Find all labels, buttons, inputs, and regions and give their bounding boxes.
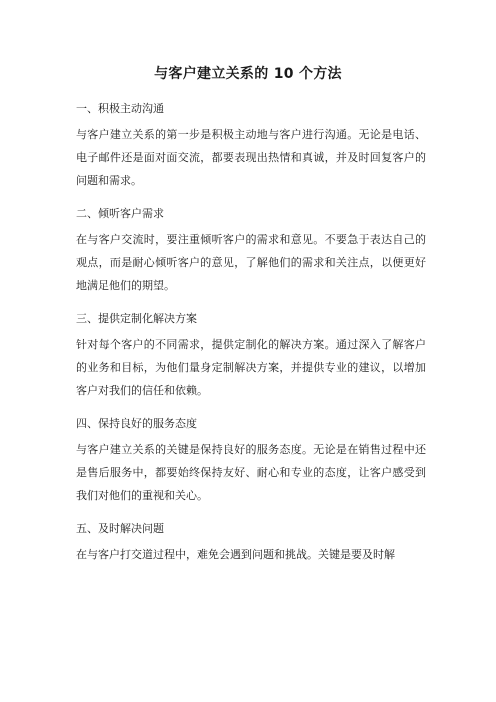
section-problem-solving (76, 521, 426, 566)
section-paragraph: 针对每个客户的不同需求，提供定制化的解决方案。通过深入了解客户的业务和目标，为他们量身定制解决方案，并提供专业的建议，以增加客户对我们的信任和依赖。 (76, 338, 426, 397)
section-paragraph: 与客户建立关系的第一步是积极主动地与客户进行沟通。无论是电话、电子邮件还是面对面交流，都要表现出热情和真诚，并及时回复客户的问题和需求。 (76, 128, 426, 187)
section-heading: 三、提供定制化解决方案 (76, 312, 197, 325)
section-paragraph: 在与客户打交道过程中，难免会遇到问题和挑战。关键是要及时解 (76, 548, 395, 561)
section-heading: 一、积极主动沟通 (76, 102, 164, 115)
document-body (76, 101, 426, 580)
section-paragraph: 与客户建立关系的关键是保持良好的服务态度。无论是在销售过程中还是售后服务中，都要始终保持友好、耐心和专业的态度，让客户感受到我们对他们的重视和关心。 (76, 443, 426, 502)
section-custom-solutions (76, 311, 426, 402)
section-listening (76, 206, 426, 297)
section-paragraph: 在与客户交流时，要注重倾听客户的需求和意见。不要急于表达自己的观点，而是耐心倾听客户的意见，了解他们的需求和关注点，以便更好地满足他们的期望。 (76, 233, 426, 292)
section-service-attitude (76, 416, 426, 507)
section-communication (76, 101, 426, 192)
document-title: 与客户建立关系的 10 个方法 (154, 66, 342, 82)
section-heading: 二、倾听客户需求 (76, 207, 164, 220)
section-heading: 四、保持良好的服务态度 (76, 417, 197, 430)
section-heading: 五、及时解决问题 (76, 522, 164, 535)
